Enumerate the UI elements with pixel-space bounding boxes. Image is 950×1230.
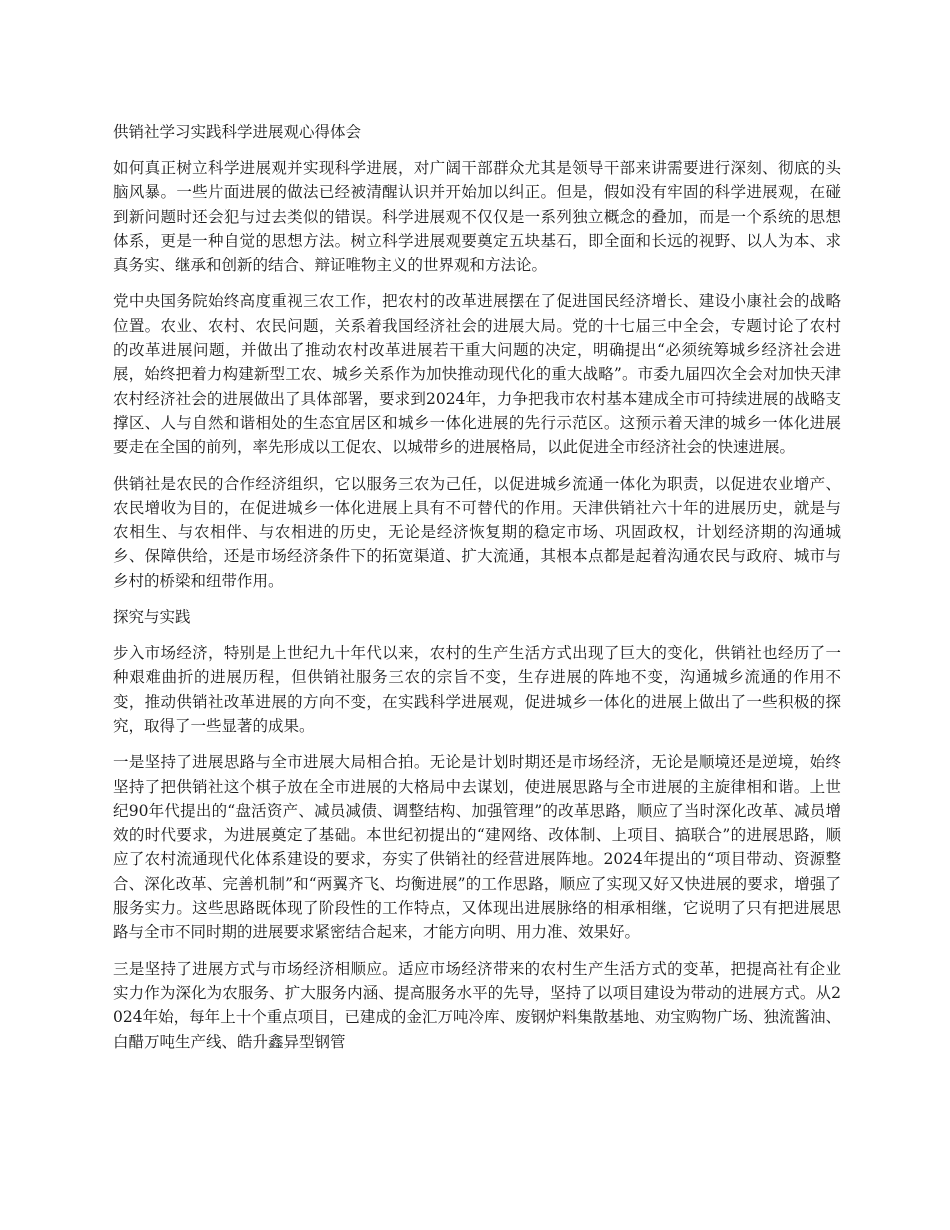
paragraph-intro-2: 党中央国务院始终高度重视三农工作，把农村的改革进展摆在了促进国民经济增长、建设小康社会的战略位置。农业、农村、农民问题，关系着我国经济社会的进展大局。党的十七届三中全会，专题讨论了农村的改革进展问题，并做出了推动农村改革进展若干重大问题的决定，明确提出“必须统筹城乡经济社会进展，始终把着力构建新型工农、城乡关系作为加快推动现代化的重大战略”。市委九届四次全会对加快天津农村经济社会的进展做出了具体部署，要求到2024年，力争把我市农村基本建成全市可持续进展的战略支撑区、人与自然和谐相处的生态宜居区和城乡一体化进展的先行示范区。这预示着天津的城乡一体化进展要走在全国的前列，率先形成以工促农、以城带乡的进展格局，以此促进全市经济社会的快速进展。 [113, 292, 841, 457]
document-page [113, 120, 841, 1066]
section-heading: 探究与实践 [113, 608, 191, 627]
paragraph-section-2: 一是坚持了进展思路与全市进展大局相合拍。无论是计划时期还是市场经济，无论是顺境还是逆境，始终坚持了把供销社这个棋子放在全市进展的大格局中去谋划，使进展思路与全市进展的主旋律相和谐。上世纪90年代提出的“盘活资产、减员减债、调整结构、加强管理”的改革思路，顺应了当时深化改革、减员增效的时代要求，为进展奠定了基础。本世纪初提出的“建网络、改体制、上项目、搞联合”的进展思路，顺应了农村流通现代化体系建设的要求，夯实了供销社的经营进展阵地。2024年提出的“项目带动、资源整合、深化改革、完善机制”和“两翼齐飞、均衡进展”的工作思路，顺应了实现又好又快进展的要求，增强了服务实力。这些思路既体现了阶段性的工作特点，又体现出进展脉络的相承相继，它说明了只有把进展思路与全市不同时期的进展要求紧密结合起来，才能方向明、用力准、效果好。 [113, 753, 841, 942]
paragraph-section-3: 三是坚持了进展方式与市场经济相顺应。适应市场经济带来的农村生产生活方式的变革，把提高社有企业实力作为深化为农服务、扩大服务内涵、提高服务水平的先导，坚持了以项目建设为带动的进展方式。从2024年始，每年上十个重点项目，已建成的金汇万吨冷库、废钢炉料集散基地、劝宝购物广场、独流酱油、白醋万吨生产线、皓升鑫异型钢管 [113, 959, 841, 1051]
document-title: 供销社学习实践科学进展观心得体会 [113, 123, 362, 141]
paragraph-intro-1: 如何真正树立科学进展观并实现科学进展，对广阔干部群众尤其是领导干部来讲需要进行深刻、彻底的头脑风暴。一些片面进展的做法已经被清醒认识并开始加以纠正。但是，假如没有牢固的科学进展观，在碰到新问题时还会犯与过去类似的错误。科学进展观不仅仅是一系列独立概念的叠加，而是一个系统的思想体系，更是一种自觉的思想方法。树立科学进展观要奠定五块基石，即全面和长远的视野、以人为本、求真务实、继承和创新的结合、辩证唯物主义的世界观和方法论。 [113, 159, 841, 275]
paragraph-section-1: 步入市场经济，特别是上世纪九十年代以来，农村的生产生活方式出现了巨大的变化，供销社也经历了一种艰难曲折的进展历程，但供销社服务三农的宗旨不变，生存进展的阵地不变，沟通城乡流通的作用不变，推动供销社改革进展的方向不变，在实践科学进展观，促进城乡一体化的进展上做出了一些积极的探究，取得了一些显著的成果。 [113, 644, 841, 735]
paragraph-intro-3: 供销社是农民的合作经济组织，它以服务三农为己任，以促进城乡流通一体化为职责，以促进农业增产、农民增收为目的，在促进城乡一体化进展上具有不可替代的作用。天津供销社六十年的进展历史，就是与农相生、与农相伴、与农相进的历史，无论是经济恢复期的稳定市场、巩固政权，计划经济期的沟通城乡、保障供给，还是市场经济条件下的拓宽渠道、扩大流通，其根本点都是起着沟通农民与政府、城市与乡村的桥梁和纽带作用。 [113, 474, 841, 590]
